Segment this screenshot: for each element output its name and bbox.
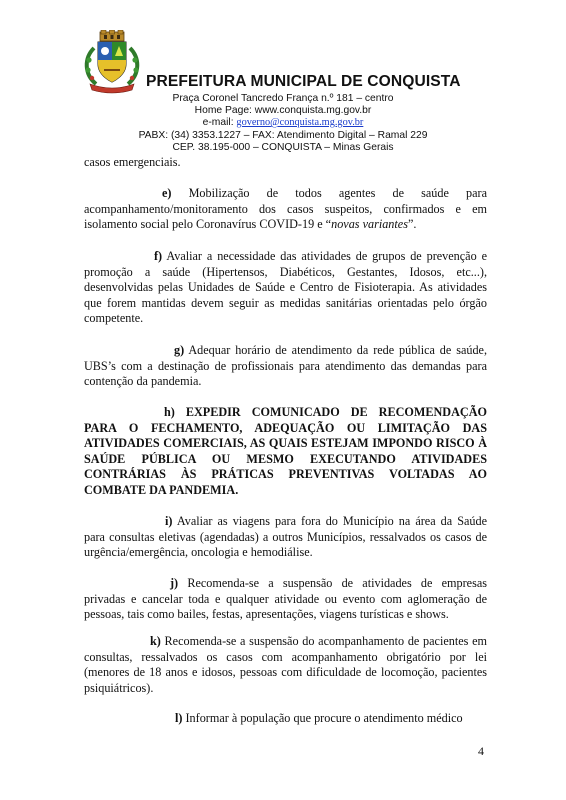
item-g-text: Adequar horário de atendimento da rede pública de saúde, UBS’s com a destinação de profissionais para atendimento das demandas para contenção da pandemia. xyxy=(84,343,487,389)
item-i-paragraph xyxy=(84,514,487,561)
page-number: 4 xyxy=(478,744,484,758)
header-email-link[interactable]: governo@conquista.mg.gov.br xyxy=(236,117,364,128)
item-k-marker: k) xyxy=(150,634,161,648)
item-f-text: Avaliar a necessidade das atividades de grupos de prevenção e promoção a saúde (Hipertensos, Diabéticos, Gestantes, Idosos, etc...), desenvolvidas pelas Unidades de Saúde e Centro de Fisioterapia. As atividades que forem mantidas devem seguir as medidas sanitárias orientadas pelo órgão competente. xyxy=(84,249,487,326)
item-i-marker: i) xyxy=(165,514,173,528)
page-header-title: PREFEITURA MUNICIPAL DE CONQUISTA xyxy=(146,73,461,90)
header-email-line xyxy=(0,117,566,129)
header-cep: CEP. 38.195-000 – CONQUISTA – Minas Gerais xyxy=(172,142,394,153)
municipal-crest-logo xyxy=(82,30,142,94)
item-l-paragraph xyxy=(84,711,487,727)
header-address: Praça Coronel Tancredo França n.º 181 – centro xyxy=(172,93,394,104)
item-h-paragraph xyxy=(84,405,487,499)
intro-text: casos emergenciais. xyxy=(84,155,181,169)
item-e-paragraph xyxy=(84,186,487,233)
item-j-text: Recomenda-se a suspensão de atividades de empresas privadas e cancelar toda e qualquer atividade ou evento com aglomeração de pessoas, tais como bailes, festas, apresentações, viagens turísticas e shows. xyxy=(84,576,487,622)
item-k-text: Recomenda-se a suspensão do acompanhamento de pacientes em consultas, ressalvados os casos com acompanhamento obrigatório por lei (menores de 18 anos e idosos, pessoas com dificuldade de locomoção, pacientes psiquiátricos). xyxy=(84,634,487,695)
item-g-marker: g) xyxy=(174,343,185,357)
item-j-paragraph xyxy=(84,576,487,623)
item-e-italic: novas variantes xyxy=(331,217,408,232)
item-e-text: Mobilização de todos agentes de saúde para acompanhamento/monitoramento dos casos suspeitos, confirmados e em isolamento social pelo Coronavírus COVID-19 e “ xyxy=(84,186,487,232)
item-k-paragraph xyxy=(84,634,487,696)
item-f-paragraph xyxy=(84,249,487,327)
item-f-marker: f) xyxy=(154,249,163,263)
intro-paragraph xyxy=(84,155,487,171)
header-phones: PABX: (34) 3353.1227 – FAX: Atendimento Digital – Ramal 229 xyxy=(138,130,428,141)
item-i-text: Avaliar as viagens para fora do Município na área da Saúde para consultas eletivas (agendadas) a outros Municípios, ressalvados os casos de urgência/emergência, oncologia e hemodiálise. xyxy=(84,514,487,560)
item-g-paragraph xyxy=(84,343,487,390)
item-l-text: Informar à população que procure o atendimento médico xyxy=(182,711,463,725)
item-e-marker: e) xyxy=(162,186,172,200)
item-l-marker: l) xyxy=(175,711,183,725)
item-e-tail: ”. xyxy=(407,217,417,232)
item-j-marker: j) xyxy=(170,576,179,590)
header-homepage: Home Page: www.conquista.mg.gov.br xyxy=(194,105,372,116)
item-h-text: h) EXPEDIR COMUNICADO DE RECOMENDAÇÃO PARA O FECHAMENTO, ADEQUAÇÃO OU LIMITAÇÃO DAS ATIVIDADES COMERCIAIS, AS QUAIS ESTEJAM IMPONDO RISCO À SAÚDE PÚBLICA OU MESMO EXECUTANDO ATIVIDADES CONTRÁRIAS ÀS PRÁTICAS PREVENTIVAS VOLTADAS AO COMBATE DA PANDEMIA. xyxy=(84,405,487,497)
header-email-label: e-mail: xyxy=(202,117,237,128)
